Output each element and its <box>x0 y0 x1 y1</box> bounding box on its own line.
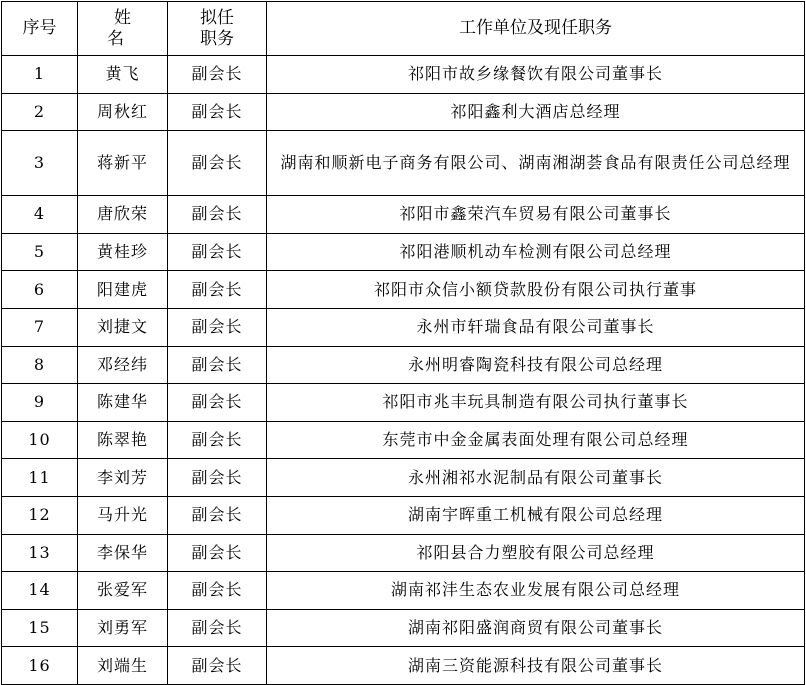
row-position: 副会长 <box>168 459 267 497</box>
table-row <box>2 609 805 647</box>
row-unit: 湖南和顺新电子商务有限公司、湖南湘湖荟食品有限责任公司总经理 <box>267 131 805 196</box>
table-row <box>2 131 805 196</box>
table-row <box>2 56 805 94</box>
row-unit: 祁阳县合力塑胶有限公司总经理 <box>267 534 805 572</box>
row-unit: 祁阳市鑫荣汽车贸易有限公司董事长 <box>267 196 805 234</box>
row-unit: 湖南宇晖重工机械有限公司总经理 <box>267 496 805 534</box>
row-name: 阳建虎 <box>78 271 168 309</box>
row-position: 副会长 <box>168 131 267 196</box>
table-row <box>2 421 805 459</box>
row-name: 李保华 <box>78 534 168 572</box>
row-position: 副会长 <box>168 56 267 94</box>
row-position: 副会长 <box>168 346 267 384</box>
row-name: 唐欣荣 <box>78 196 168 234</box>
row-position: 副会长 <box>168 384 267 422</box>
table-row <box>2 233 805 271</box>
row-unit: 祁阳港顺机动车检测有限公司总经理 <box>267 233 805 271</box>
row-no: 6 <box>2 271 78 309</box>
row-unit: 祁阳市众信小额贷款股份有限公司执行董事 <box>267 271 805 309</box>
row-position: 副会长 <box>168 233 267 271</box>
table-row <box>2 196 805 234</box>
row-unit: 湖南祁沣生态农业发展有限公司总经理 <box>267 572 805 610</box>
table-row <box>2 459 805 497</box>
row-position: 副会长 <box>168 609 267 647</box>
row-no: 3 <box>2 131 78 196</box>
header-row <box>2 2 805 56</box>
row-no: 9 <box>2 384 78 422</box>
row-name: 黄飞 <box>78 56 168 94</box>
table-row <box>2 271 805 309</box>
row-no: 14 <box>2 572 78 610</box>
row-unit: 湖南祁阳盛润商贸有限公司董事长 <box>267 609 805 647</box>
row-position: 副会长 <box>168 93 267 131</box>
header-no: 序号 <box>2 2 78 56</box>
row-unit: 湖南三资能源科技有限公司董事长 <box>267 647 805 685</box>
roster-table <box>1 1 805 685</box>
row-unit: 永州市轩瑞食品有限公司董事长 <box>267 308 805 346</box>
row-unit: 祁阳鑫利大酒店总经理 <box>267 93 805 131</box>
row-name: 刘端生 <box>78 647 168 685</box>
row-no: 11 <box>2 459 78 497</box>
row-no: 2 <box>2 93 78 131</box>
row-unit: 祁阳市故乡缘餐饮有限公司董事长 <box>267 56 805 94</box>
table-row <box>2 308 805 346</box>
row-name: 刘勇军 <box>78 609 168 647</box>
table-row <box>2 534 805 572</box>
row-no: 1 <box>2 56 78 94</box>
row-name: 李刘芳 <box>78 459 168 497</box>
row-name: 刘捷文 <box>78 308 168 346</box>
table-row <box>2 647 805 685</box>
row-unit: 祁阳市兆丰玩具制造有限公司执行董事长 <box>267 384 805 422</box>
row-position: 副会长 <box>168 421 267 459</box>
row-no: 7 <box>2 308 78 346</box>
row-name: 周秋红 <box>78 93 168 131</box>
row-name: 陈翠艳 <box>78 421 168 459</box>
header-unit: 工作单位及现任职务 <box>267 2 805 56</box>
row-name: 黄桂珍 <box>78 233 168 271</box>
table-row <box>2 346 805 384</box>
header-position-line2: 职务 <box>200 28 234 49</box>
table-row <box>2 496 805 534</box>
row-no: 4 <box>2 196 78 234</box>
row-name: 陈建华 <box>78 384 168 422</box>
row-unit: 永州湘祁水泥制品有限公司董事长 <box>267 459 805 497</box>
header-name-label: 姓 名 <box>107 7 145 49</box>
row-no: 12 <box>2 496 78 534</box>
row-unit: 永州明睿陶瓷科技有限公司总经理 <box>267 346 805 384</box>
row-no: 5 <box>2 233 78 271</box>
row-position: 副会长 <box>168 308 267 346</box>
row-position: 副会长 <box>168 647 267 685</box>
row-position: 副会长 <box>168 496 267 534</box>
row-name: 马升光 <box>78 496 168 534</box>
table-row <box>2 572 805 610</box>
header-name <box>78 2 168 56</box>
row-unit: 东莞市中金金属表面处理有限公司总经理 <box>267 421 805 459</box>
row-no: 8 <box>2 346 78 384</box>
row-no: 13 <box>2 534 78 572</box>
row-position: 副会长 <box>168 196 267 234</box>
row-position: 副会长 <box>168 271 267 309</box>
header-position-line1: 拟任 <box>200 7 234 28</box>
row-name: 蒋新平 <box>78 131 168 196</box>
row-name: 邓经纬 <box>78 346 168 384</box>
row-no: 16 <box>2 647 78 685</box>
row-no: 15 <box>2 609 78 647</box>
row-no: 10 <box>2 421 78 459</box>
table-row <box>2 93 805 131</box>
row-name: 张爱军 <box>78 572 168 610</box>
header-position <box>168 2 267 56</box>
row-position: 副会长 <box>168 572 267 610</box>
row-position: 副会长 <box>168 534 267 572</box>
table-row <box>2 384 805 422</box>
